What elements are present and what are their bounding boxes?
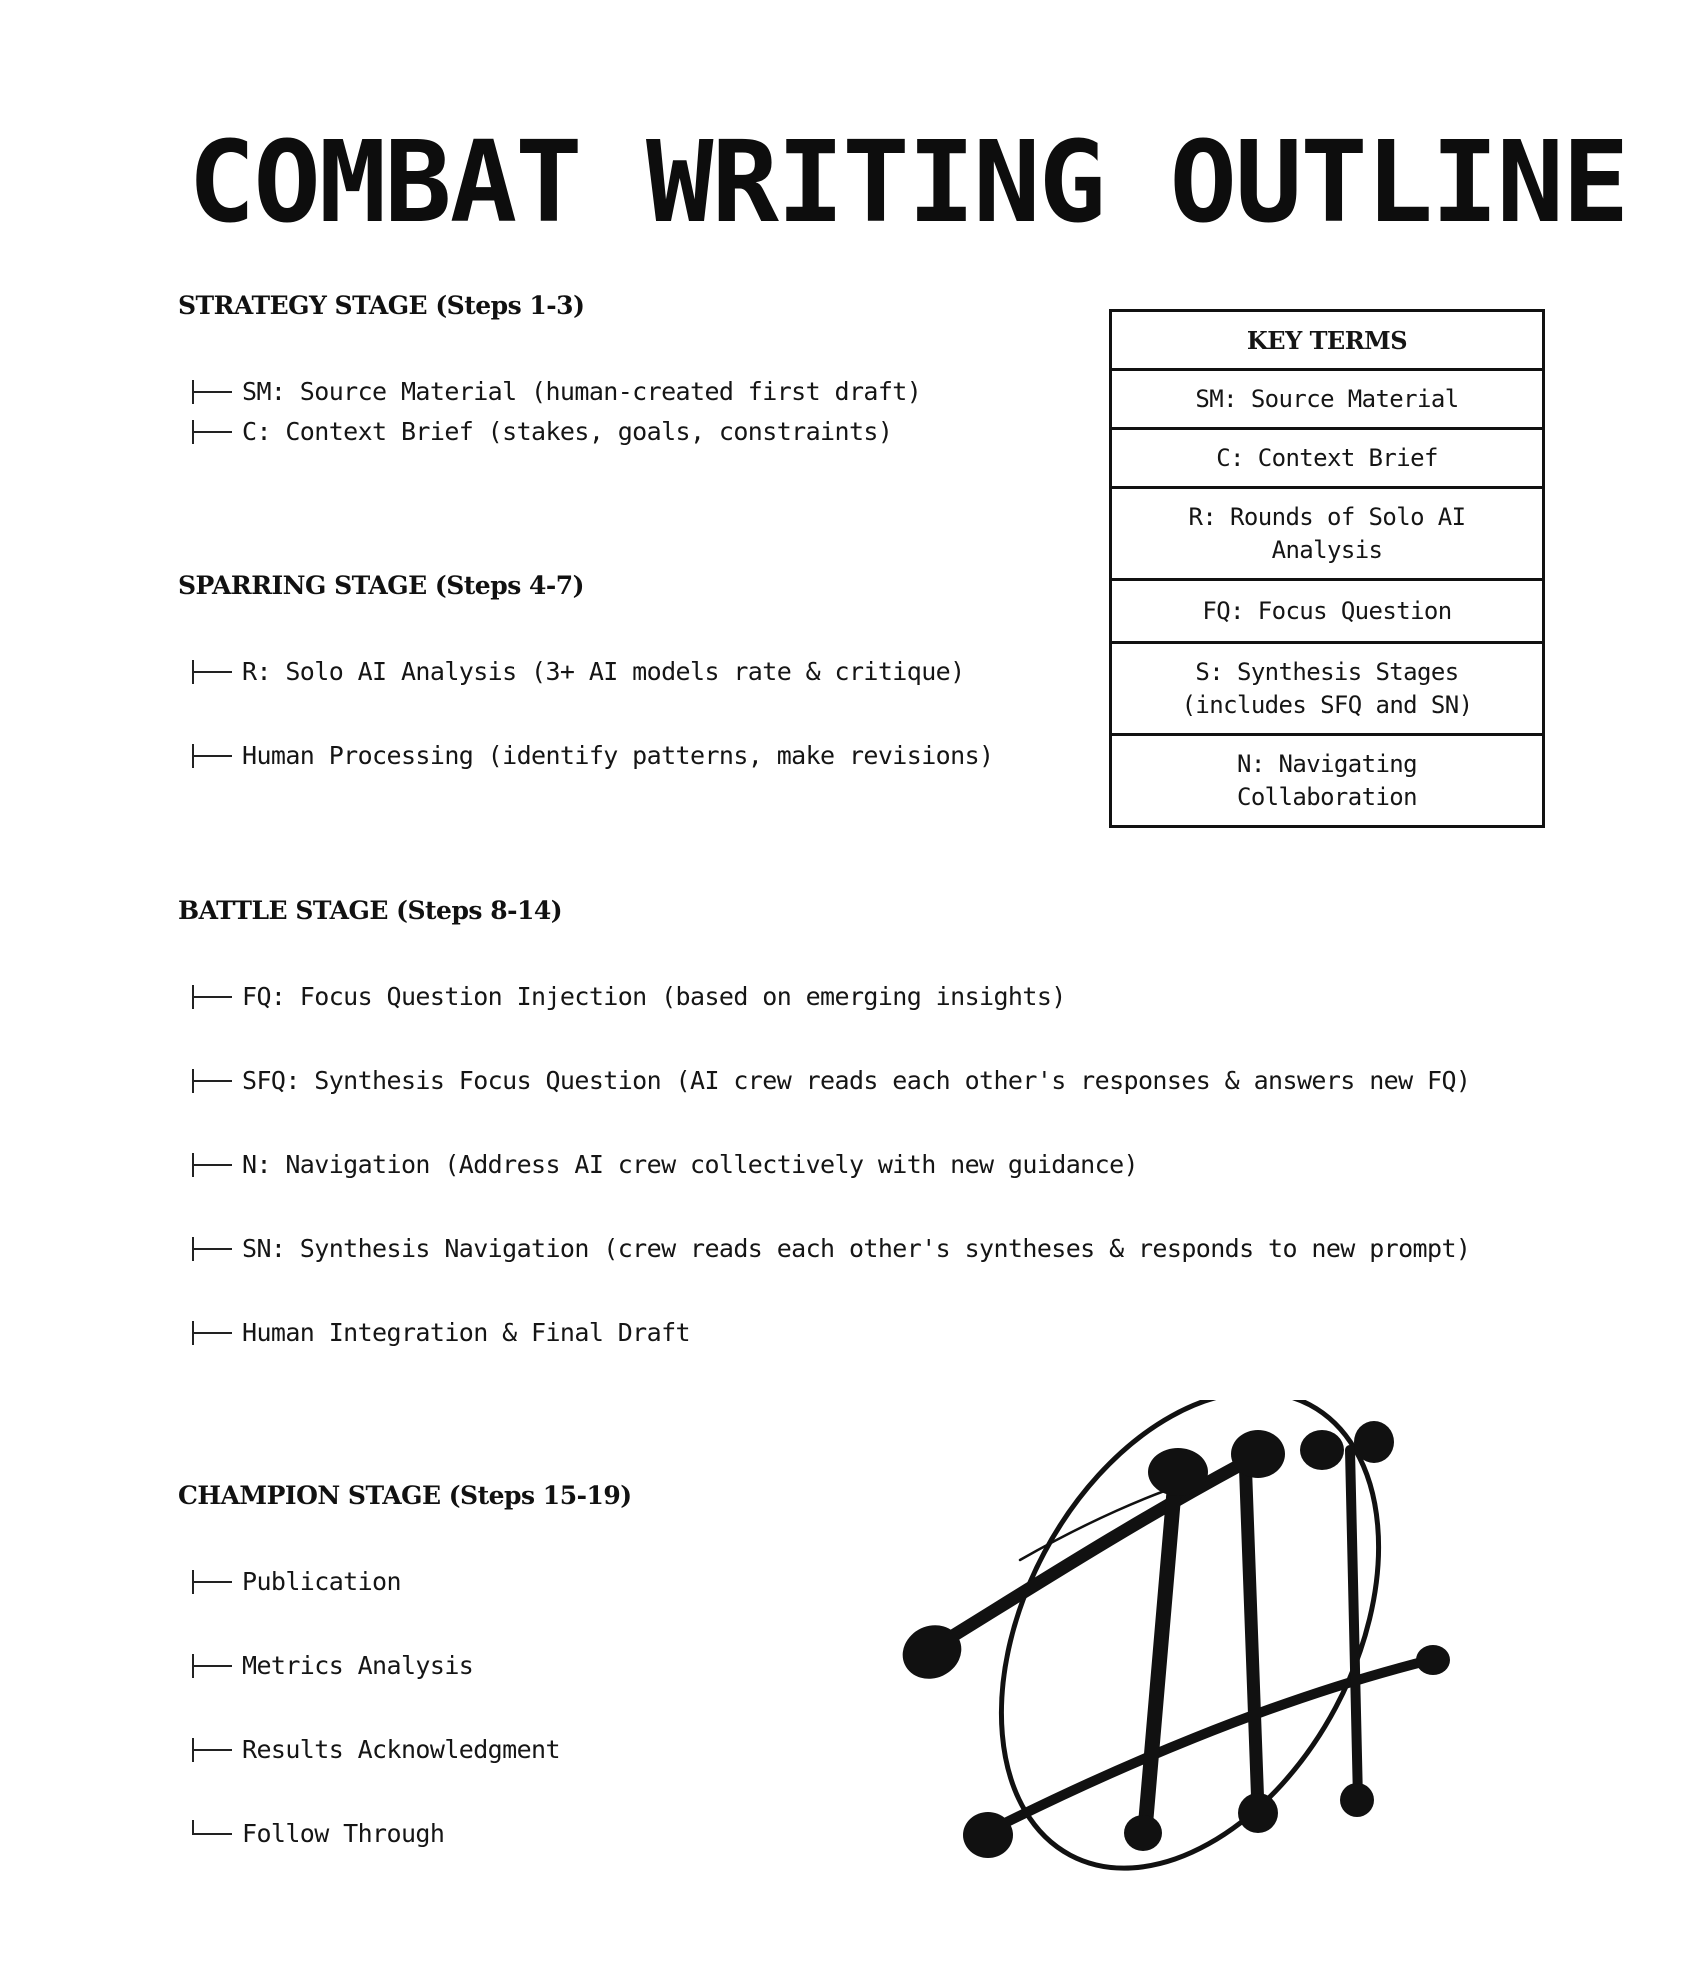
- list-item-label: SFQ: Synthesis Focus Question (AI crew reads each other's responses & answers new FQ): [242, 1066, 1471, 1095]
- list-item: [178, 652, 993, 692]
- tree-branch-icon: [178, 977, 242, 1017]
- key-term-text: (includes SFQ and SN): [1181, 690, 1473, 719]
- battle-stage-section: [178, 895, 1470, 1353]
- strategy-stage-heading: STRATEGY STAGE (Steps 1-3): [178, 291, 585, 320]
- tree-branch-icon: [178, 1730, 242, 1770]
- battle-stage-list: [178, 977, 1470, 1353]
- list-item: [178, 1562, 632, 1602]
- list-item-label: Publication: [242, 1567, 401, 1596]
- list-item-label: Human Integration & Final Draft: [242, 1318, 690, 1347]
- list-item: [178, 1061, 1470, 1101]
- list-item-label: SN: Synthesis Navigation (crew reads each other's syntheses & responds to new prompt): [242, 1234, 1471, 1263]
- key-term-text: S: Synthesis Stages: [1195, 657, 1459, 686]
- list-item: [178, 1814, 632, 1854]
- list-item: [178, 736, 993, 776]
- list-item-label: Metrics Analysis: [242, 1651, 474, 1680]
- champion-stage-section: [178, 1480, 632, 1854]
- tree-branch-icon: [178, 372, 242, 412]
- champion-stage-heading: CHAMPION STAGE (Steps 15-19): [178, 1481, 632, 1510]
- key-term-text: Collaboration: [1236, 782, 1418, 811]
- page-title: COMBAT WRITING OUTLINE: [188, 118, 1628, 248]
- key-term-text: SM: Source Material: [1195, 384, 1459, 413]
- tree-branch-icon: [178, 1145, 242, 1185]
- list-item: [178, 1229, 1470, 1269]
- list-item-label: FQ: Focus Question Injection (based on emerging insights): [242, 982, 1066, 1011]
- list-item: [178, 372, 921, 412]
- list-item: [178, 1730, 632, 1770]
- list-item: [178, 1313, 1470, 1353]
- list-item-label: Results Acknowledgment: [242, 1735, 560, 1764]
- key-term-row: [1112, 641, 1542, 733]
- list-item: [178, 412, 921, 452]
- sparring-stage-list: [178, 652, 993, 776]
- list-item: [178, 1646, 632, 1686]
- sparring-stage-section: [178, 570, 993, 776]
- list-item: [178, 977, 1470, 1017]
- battle-stage-heading: BATTLE STAGE (Steps 8-14): [178, 896, 563, 925]
- list-item: [178, 1145, 1470, 1185]
- key-term-row: [1112, 578, 1542, 641]
- tree-branch-icon: [178, 652, 242, 692]
- list-item-label: C: Context Brief (stakes, goals, constraints): [242, 417, 893, 446]
- key-term-row: [1112, 486, 1542, 578]
- tree-branch-icon: [178, 1646, 242, 1686]
- key-term-text: N: Navigating: [1236, 749, 1418, 778]
- key-terms-header: KEY TERMS: [1246, 325, 1408, 355]
- key-term-text: R: Rounds of Solo AI: [1188, 502, 1466, 531]
- key-term-row: [1112, 427, 1542, 486]
- tree-branch-icon: [178, 736, 242, 776]
- list-item-label: Follow Through: [242, 1819, 445, 1848]
- list-item-label: N: Navigation (Address AI crew collectively with new guidance): [242, 1150, 1138, 1179]
- ink-sigil-icon: [890, 1400, 1490, 1880]
- key-term-text: Analysis: [1271, 535, 1383, 564]
- key-term-row: [1112, 733, 1542, 825]
- strategy-stage-list: [178, 372, 921, 452]
- tree-branch-icon: [178, 412, 242, 452]
- key-terms-table: [1109, 309, 1545, 828]
- tree-last-branch-icon: [178, 1814, 242, 1854]
- list-item-label: Human Processing (identify patterns, make revisions): [242, 741, 994, 770]
- key-term-text: C: Context Brief: [1216, 443, 1438, 472]
- champion-stage-list: [178, 1562, 632, 1854]
- sparring-stage-heading: SPARRING STAGE (Steps 4-7): [178, 571, 584, 600]
- tree-branch-icon: [178, 1229, 242, 1269]
- tree-branch-icon: [178, 1562, 242, 1602]
- list-item-label: R: Solo AI Analysis (3+ AI models rate & critique): [242, 657, 965, 686]
- key-term-text: FQ: Focus Question: [1202, 596, 1452, 625]
- strategy-stage-section: [178, 290, 921, 452]
- key-term-row: [1112, 368, 1542, 427]
- tree-branch-icon: [178, 1061, 242, 1101]
- tree-branch-icon: [178, 1313, 242, 1353]
- list-item-label: SM: Source Material (human-created first draft): [242, 377, 922, 406]
